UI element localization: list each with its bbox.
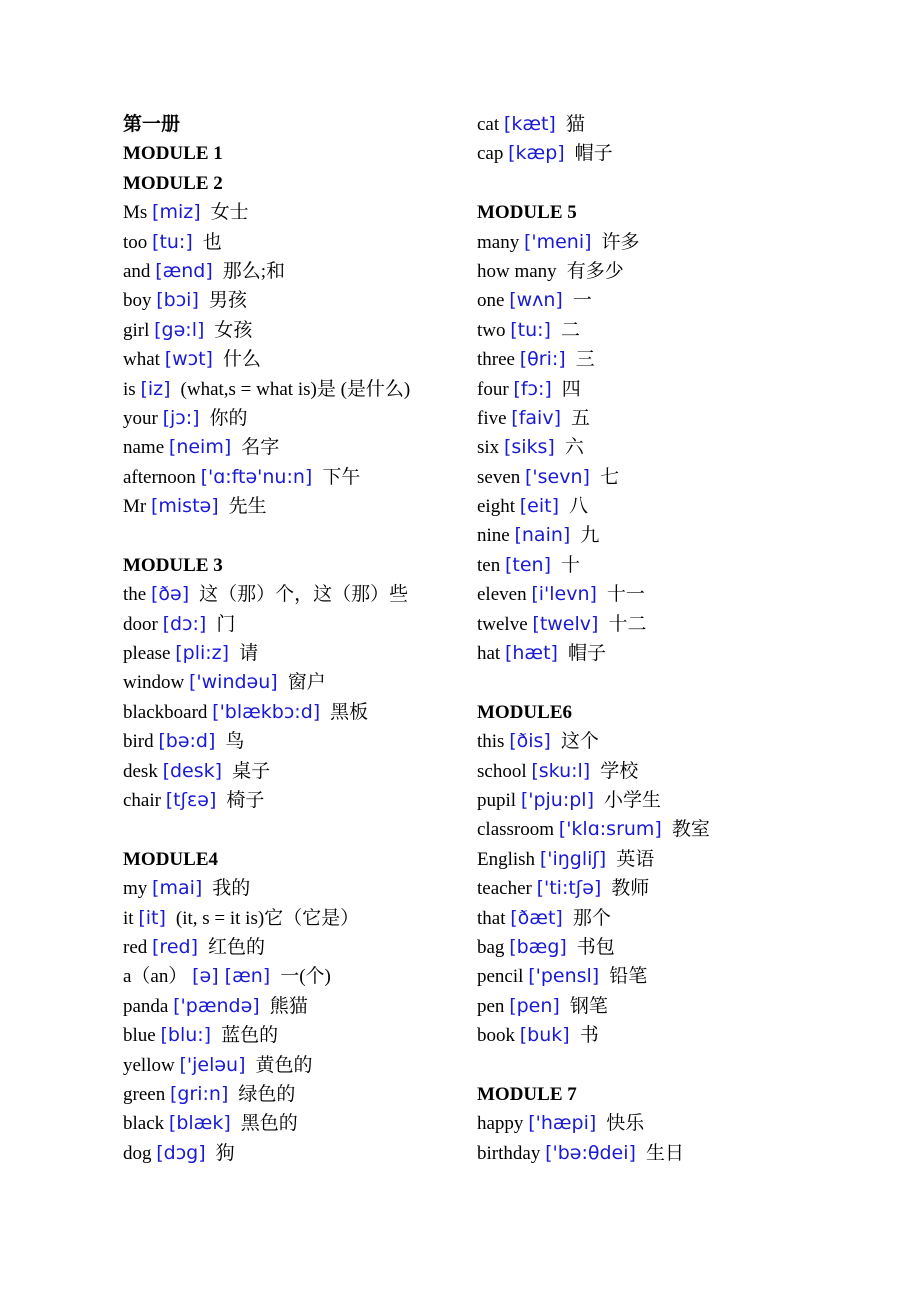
vocab-entry (123, 698, 463, 727)
vocab-meaning: 铅笔 (609, 966, 648, 988)
vocab-meaning: 学校 (600, 760, 639, 782)
vocab-ipa: [dɔg] (156, 1141, 206, 1164)
section-heading: MODULE 3 (123, 554, 223, 576)
vocab-meaning: 十二 (608, 613, 647, 635)
vocab-word: that (477, 907, 506, 929)
vocab-meaning: 门 (216, 613, 236, 635)
vocab-entry (477, 492, 807, 521)
vocab-ipa: [twelv] (532, 612, 599, 635)
vocab-meaning: 猫 (565, 114, 585, 135)
vocab-meaning: (what,s = what is)是 (是什么) (180, 378, 411, 400)
vocab-entry (123, 404, 463, 433)
vocab-word: yellow (123, 1054, 175, 1076)
vocab-entry (477, 316, 807, 345)
vocab-ipa: ['ti:tʃə] (536, 877, 602, 900)
vocab-ipa: ['hæpi] (528, 1112, 597, 1135)
blank-line (477, 1051, 807, 1080)
vocab-word: English (477, 848, 536, 870)
vocab-meaning: 六 (564, 437, 584, 459)
vocab-ipa: [iz] (140, 377, 171, 400)
vocab-word: girl (123, 319, 150, 341)
vocab-ipa: [sku:l] (531, 759, 591, 782)
vocab-meaning: 十一 (606, 584, 645, 606)
vocab-ipa: [hæt] (504, 642, 558, 665)
vocab-ipa: [kæt] (503, 113, 556, 135)
vocab-word: my (123, 878, 148, 900)
vocab-ipa: [desk] (162, 759, 223, 782)
vocab-ipa: ['jeləu] (179, 1053, 246, 1076)
vocab-word: book (477, 1025, 515, 1047)
vocab-entry (477, 433, 807, 462)
vocab-word: eight (477, 496, 515, 518)
vocab-ipa: [jɔ:] (162, 406, 200, 429)
vocab-ipa: ['blækbɔ:d] (212, 700, 321, 723)
vocab-meaning: 什么 (222, 349, 261, 371)
vocab-meaning: 黑色的 (240, 1113, 298, 1135)
vocab-word: cat (477, 114, 500, 135)
vocab-entry (477, 551, 807, 580)
vocab-ipa: ['sevn] (525, 465, 590, 488)
vocab-word: green (123, 1083, 166, 1105)
vocab-word: six (477, 437, 500, 459)
vocab-meaning: 钢笔 (569, 995, 608, 1017)
vocab-ipa: [gə:l] (154, 318, 205, 341)
vocab-ipa: [mai] (152, 877, 203, 900)
vocab-word: desk (123, 760, 158, 782)
vocab-entry (123, 345, 463, 374)
vocab-ipa: ['klɑ:srum] (558, 818, 662, 841)
vocab-meaning: 五 (570, 407, 590, 429)
vocab-meaning: 那个 (572, 907, 611, 929)
vocab-word: one (477, 290, 505, 312)
vocab-entry (477, 521, 807, 550)
vocab-entry (123, 286, 463, 315)
vocab-entry (123, 433, 463, 462)
vocab-ipa: [kæp] (508, 142, 565, 165)
left-column (123, 110, 463, 1168)
section-heading: MODULE 5 (477, 202, 577, 224)
vocab-meaning: 书 (579, 1025, 599, 1047)
vocab-meaning: 教师 (611, 878, 650, 900)
vocab-entry (123, 874, 463, 903)
vocab-ipa: ['pensl] (528, 965, 600, 988)
vocab-entry (123, 375, 463, 404)
vocab-word: panda (123, 995, 169, 1017)
vocab-ipa: ['bə:θdei] (545, 1141, 636, 1164)
vocab-meaning: 请 (239, 643, 259, 665)
vocab-ipa: [wɔt] (164, 348, 213, 371)
vocab-word: pencil (477, 966, 524, 988)
vocab-entry (477, 404, 807, 433)
vocab-word: three (477, 349, 515, 371)
section-heading: MODULE 2 (123, 172, 223, 194)
vocab-entry (123, 1139, 463, 1168)
vocab-ipa: [pen] (509, 994, 560, 1017)
blank-line (477, 668, 807, 697)
vocab-entry (477, 1139, 807, 1168)
vocab-ipa: [red] (152, 935, 198, 958)
vocab-meaning: 女孩 (214, 319, 253, 341)
vocab-ipa: [ten] (504, 553, 551, 576)
vocab-entry (477, 815, 807, 844)
vocab-meaning: 男孩 (208, 290, 247, 312)
vocab-entry (123, 992, 463, 1021)
vocab-meaning: 窗户 (287, 672, 326, 694)
vocab-entry (477, 757, 807, 786)
vocab-entry (123, 580, 463, 609)
vocab-entry (123, 933, 463, 962)
vocab-meaning: 狗 (215, 1142, 235, 1164)
vocab-ipa: [faiv] (511, 406, 561, 429)
vocab-word: what (123, 349, 160, 371)
vocab-word: hat (477, 643, 501, 665)
vocab-ipa: [nain] (514, 524, 571, 547)
blank-line (123, 815, 463, 844)
vocab-entry (123, 1109, 463, 1138)
vocab-word: too (123, 231, 148, 253)
vocab-word: school (477, 760, 527, 782)
vocab-meaning: 英语 (616, 848, 655, 870)
vocab-meaning: 黄色的 (255, 1054, 313, 1076)
vocab-ipa: [dɔ:] (162, 612, 207, 635)
vocab-entry (477, 904, 807, 933)
vocab-entry (123, 904, 463, 933)
vocab-meaning: 二 (560, 319, 580, 341)
vocab-meaning: 一 (572, 290, 592, 312)
vocab-entry (123, 1080, 463, 1109)
vocab-word: classroom (477, 819, 555, 841)
vocab-entry (477, 1109, 807, 1138)
vocab-meaning: 小学生 (603, 789, 661, 811)
vocab-entry (477, 463, 807, 492)
vocab-word: name (123, 437, 165, 459)
vocab-ipa: [fɔ:] (513, 377, 552, 400)
vocab-entry (123, 1051, 463, 1080)
vocab-entry (477, 257, 807, 286)
vocab-word: boy (123, 290, 152, 312)
vocab-entry (477, 345, 807, 374)
vocab-meaning: 一(个) (280, 966, 331, 988)
blank-line (123, 521, 463, 550)
vocab-ipa: [mistə] (150, 495, 219, 518)
vocab-word: chair (123, 789, 161, 811)
vocab-ipa: ['windəu] (188, 671, 278, 694)
vocab-word: pupil (477, 789, 517, 811)
vocab-ipa: [blæk] (168, 1112, 231, 1135)
vocab-word: your (123, 407, 158, 429)
vocab-entry (123, 639, 463, 668)
vocab-ipa: [bæg] (509, 935, 567, 958)
vocab-entry (477, 375, 807, 404)
vocab-entry (477, 727, 807, 756)
vocab-entry (123, 316, 463, 345)
vocab-word: seven (477, 466, 521, 488)
vocab-word: window (123, 672, 185, 694)
vocab-word: many (477, 231, 520, 253)
vocab-ipa: ['pændə] (173, 994, 260, 1017)
vocab-meaning: 七 (599, 466, 619, 488)
vocab-entry (477, 962, 807, 991)
vocab-word: eleven (477, 584, 527, 606)
vocab-word: it (123, 907, 134, 929)
vocab-word: is (123, 378, 136, 400)
vocab-ipa: [blu:] (160, 1024, 212, 1047)
vocab-meaning: 生日 (645, 1142, 684, 1164)
vocab-word: how many (477, 260, 557, 282)
vocab-ipa: [tu:] (152, 230, 193, 253)
section-heading: MODULE4 (123, 848, 218, 870)
vocab-entry (477, 639, 807, 668)
vocab-entry (477, 580, 807, 609)
vocab-entry (123, 463, 463, 492)
vocab-entry (123, 228, 463, 257)
vocab-entry (123, 492, 463, 521)
vocab-meaning: 红色的 (208, 936, 266, 958)
vocab-ipa: [i'levn] (531, 583, 597, 606)
vocab-word: Ms (123, 202, 148, 224)
vocab-ipa: ['iŋgliʃ] (539, 847, 607, 870)
vocab-entry (123, 757, 463, 786)
vocab-word: four (477, 378, 509, 400)
vocab-meaning: 教室 (671, 819, 710, 841)
right-column (477, 110, 807, 1168)
vocab-ipa: [buk] (519, 1024, 570, 1047)
vocab-ipa: [tʃɛə] (165, 788, 217, 811)
vocab-meaning: 八 (569, 496, 589, 518)
vocab-ipa: ['ɑ:ftə'nu:n] (200, 465, 313, 488)
vocab-meaning: 三 (575, 349, 595, 371)
vocab-entry (477, 610, 807, 639)
vocab-ipa: ['meni] (523, 230, 592, 253)
vocab-entry (123, 257, 463, 286)
vocab-entry (123, 962, 463, 991)
vocab-meaning: (it, s = it is)它（它是） (175, 907, 360, 929)
vocab-meaning: 书包 (576, 936, 615, 958)
vocab-meaning: 九 (580, 525, 600, 547)
vocab-ipa: [miz] (152, 201, 201, 224)
vocab-ipa: [wʌn] (509, 289, 563, 312)
vocab-entry (123, 668, 463, 697)
vocab-entry (123, 786, 463, 815)
vocab-entry (477, 933, 807, 962)
vocab-word: black (123, 1113, 165, 1135)
vocab-entry (123, 727, 463, 756)
vocab-meaning: 四 (561, 378, 581, 400)
vocab-meaning: 桌子 (232, 760, 271, 782)
vocab-entry (477, 228, 807, 257)
section-heading: MODULE 1 (123, 143, 223, 165)
vocab-word: ten (477, 554, 501, 576)
vocab-meaning: 许多 (601, 231, 640, 253)
vocab-ipa: ['pju:pl] (520, 788, 594, 811)
blank-line (477, 169, 807, 198)
vocab-word: a（an） (123, 966, 188, 988)
vocab-entry (477, 786, 807, 815)
vocab-meaning: 这个 (560, 731, 599, 753)
vocab-word: please (123, 643, 171, 665)
vocab-word: afternoon (123, 466, 196, 488)
vocab-word: twelve (477, 613, 528, 635)
vocab-ipa: [ðæt] (510, 906, 563, 929)
vocab-ipa: [it] (138, 906, 166, 929)
vocab-ipa: [eit] (519, 495, 559, 518)
vocab-word: happy (477, 1113, 524, 1135)
section-heading: MODULE 7 (477, 1083, 577, 1105)
vocab-word: two (477, 319, 506, 341)
vocab-word: cap (477, 143, 504, 165)
vocab-word: and (123, 260, 151, 282)
vocab-ipa: [gri:n] (169, 1082, 229, 1105)
vocab-ipa: [pli:z] (175, 642, 230, 665)
vocab-ipa: [θri:] (519, 348, 566, 371)
vocab-word: blue (123, 1025, 156, 1047)
vocab-ipa: [ænd] (155, 259, 213, 282)
vocab-meaning: 先生 (228, 496, 267, 518)
vocab-word: nine (477, 525, 510, 547)
vocab-word: five (477, 407, 507, 429)
vocab-word: birthday (477, 1142, 541, 1164)
vocab-word: pen (477, 995, 505, 1017)
vocab-entry (477, 110, 807, 139)
vocab-ipa: [siks] (503, 436, 555, 459)
vocab-word: bird (123, 731, 154, 753)
vocab-entry (477, 286, 807, 315)
vocab-word: bag (477, 936, 505, 958)
vocab-meaning: 下午 (322, 466, 361, 488)
vocab-word: dog (123, 1142, 152, 1164)
vocab-ipa: [bɔi] (156, 289, 199, 312)
vocab-meaning: 这（那）个，这（那）些 (199, 584, 409, 606)
vocab-entry (477, 992, 807, 1021)
vocab-meaning: 也 (202, 231, 222, 253)
vocab-word: Mr (123, 496, 147, 518)
vocab-meaning: 帽子 (567, 643, 606, 665)
vocab-entry (477, 874, 807, 903)
section-heading: MODULE6 (477, 701, 572, 723)
vocab-meaning: 蓝色的 (221, 1025, 279, 1047)
vocab-ipa: [ðə] (150, 583, 190, 606)
vocab-meaning: 黑板 (330, 701, 369, 723)
vocab-ipa: [ðis] (509, 730, 551, 753)
vocab-meaning: 名字 (241, 437, 280, 459)
vocab-word: door (123, 613, 158, 635)
vocab-ipa: [neim] (168, 436, 232, 459)
vocab-meaning: 绿色的 (238, 1083, 296, 1105)
vocab-meaning: 那么;和 (222, 260, 286, 282)
vocab-word: blackboard (123, 701, 208, 723)
vocab-meaning: 鸟 (225, 731, 245, 753)
vocab-meaning: 十 (560, 554, 580, 576)
vocab-meaning: 椅子 (226, 789, 265, 811)
vocab-meaning: 帽子 (574, 143, 613, 165)
vocab-word: red (123, 936, 148, 958)
vocab-word: teacher (477, 878, 532, 900)
vocab-entry (477, 139, 807, 168)
vocab-ipa: [tu:] (510, 318, 551, 341)
vocab-word: this (477, 731, 505, 753)
vocab-entry (123, 610, 463, 639)
vocab-entry (123, 198, 463, 227)
vocab-entry (477, 1021, 807, 1050)
vocab-meaning: 熊猫 (269, 995, 308, 1017)
vocab-ipa: [ə] [æn] (192, 965, 271, 988)
vocab-word: the (123, 584, 147, 606)
vocab-meaning: 有多少 (566, 260, 624, 282)
vocab-meaning: 快乐 (606, 1113, 645, 1135)
section-heading: 第一册 (123, 114, 181, 135)
vocab-meaning: 我的 (212, 878, 251, 900)
vocab-meaning: 女士 (210, 202, 249, 224)
vocab-ipa: [bə:d] (158, 730, 216, 753)
vocab-entry (123, 1021, 463, 1050)
vocab-meaning: 你的 (209, 407, 248, 429)
vocab-entry (477, 845, 807, 874)
